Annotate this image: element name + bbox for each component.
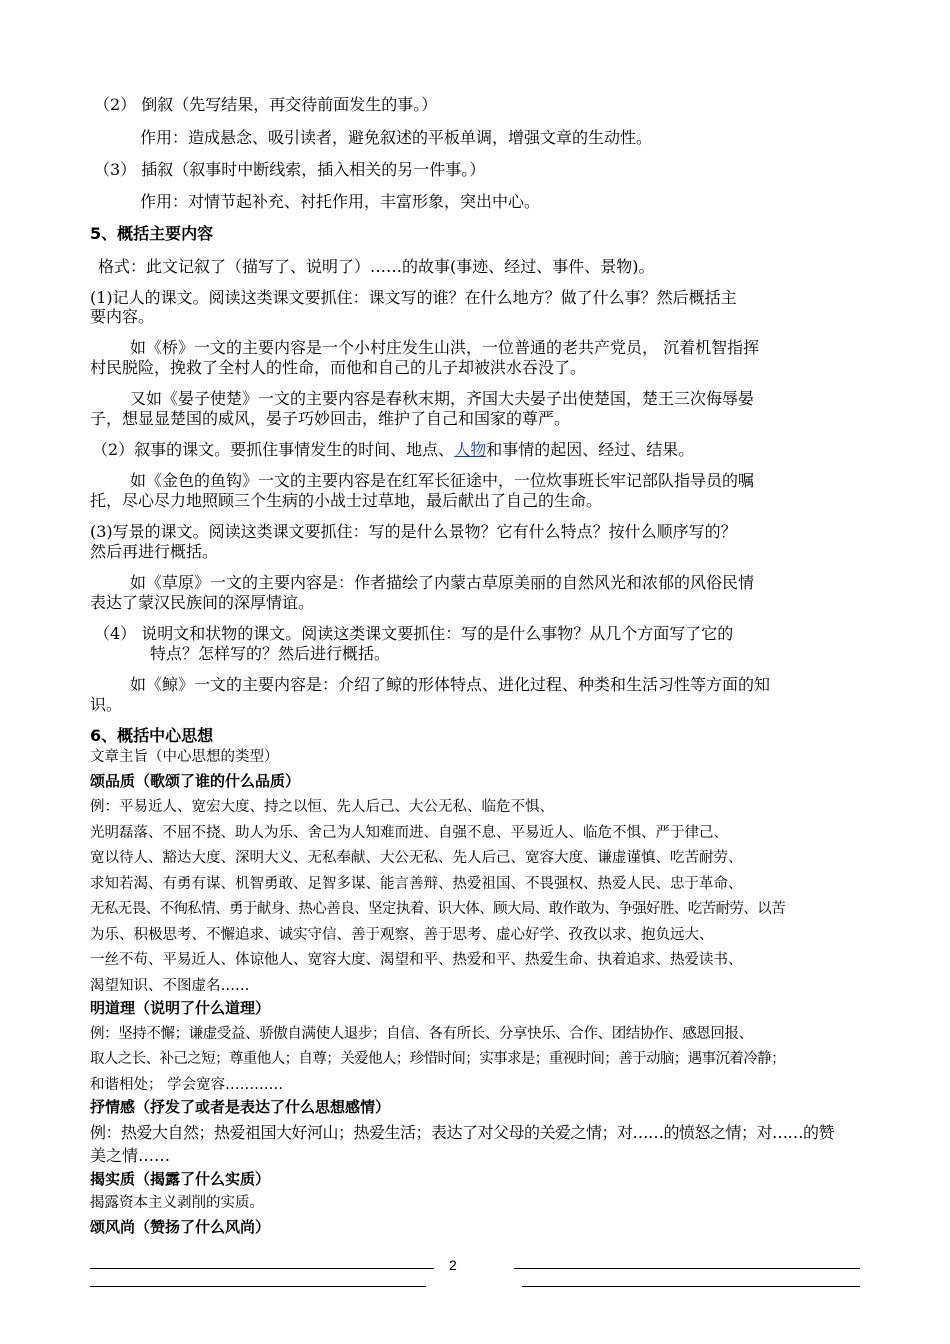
example-yanzi-line1: 又如《晏子使楚》一文的主要内容是春秋末期，齐国大夫晏子出使楚国，楚王三次侮辱晏 (130, 389, 755, 408)
feeling-list-line1: 例：热爱大自然；热爱祖国大好河山；热爱生活；表达了对父母的关爱之情；对……的愤怒之情；对……的赞 (90, 1123, 835, 1142)
quality-list-line5: 无私无畏、不徇私情、勇于献身、热心善良、坚定执着、识大体、顾大局、敢作敢为、争强好胜、吃苦耐劳、以苦 (90, 901, 785, 917)
truth-list-line3: 和谐相处； 学会宽容………… (90, 1077, 284, 1093)
section-5-title: 5、概括主要内容 (90, 224, 214, 243)
people-link[interactable]: 人物 (454, 440, 487, 459)
scenery-text-rule-line2: 然后再进行概括。 (90, 542, 219, 561)
theme-types-subtitle: 文章主旨（中心思想的类型） (90, 749, 279, 765)
page-number: 2 (449, 1257, 457, 1273)
scenery-text-rule-line1: (3)写景的课文。阅读这类课文要抓住：写的是什么景物？它有什么特点？按什么顺序写的？ (90, 522, 737, 541)
quality-list-line8: 渴望知识、不图虚名…… (90, 978, 250, 994)
footer-rule-left-bottom (90, 1286, 426, 1287)
example-whale-line1: 如《鲸》一文的主要内容是：介绍了鲸的形体特点、进化过程、种类和生活习性等方面的知 (130, 675, 771, 694)
praise-custom-heading: 颂风尚（赞扬了什么风尚） (90, 1218, 271, 1236)
reveal-essence-heading: 揭实质（揭露了什么实质） (90, 1170, 271, 1188)
quality-list-line1: 例：平易近人、宽宏大度、持之以恒、先人后己、大公无私、临危不惧、 (90, 799, 554, 815)
example-fishhook-line1: 如《金色的鱼钩》一文的主要内容是在红军长征途中，一位炊事班长牢记部队指导员的嘱 (130, 471, 755, 490)
quality-list-line3: 宽以待人、豁达大度、深明大义、无私奉献、大公无私、先人后己、宽容大度、谦虚谨慎、吃苦耐劳、 (90, 850, 743, 866)
example-whale-line2: 识。 (90, 695, 123, 714)
express-feeling-heading: 抒情感（抒发了或者是表达了什么思想感情） (90, 1098, 391, 1116)
example-grassland-line1: 如《草原》一文的主要内容是：作者描绘了内蒙古草原美丽的自然风光和浓郁的风俗民情 (130, 573, 755, 592)
expository-text-rule-line2: 特点？怎样写的？然后进行概括。 (150, 644, 391, 663)
essence-example: 揭露资本主义剥削的实质。 (90, 1195, 264, 1211)
quality-list-line2: 光明磊落、不屈不挠、助人为乐、舍己为人知难而进、自强不息、平易近人、临危不惧、严于律己、 (90, 825, 728, 841)
example-bridge-line1: 如《桥》一文的主要内容是一个小村庄发生山洪，一位普通的老共产党员， 沉着机智指挥 (130, 338, 760, 357)
footer-rule-right-top (514, 1268, 860, 1269)
person-text-rule-line2: 要内容。 (90, 307, 155, 326)
section-6-title: 6、概括中心思想 (90, 726, 214, 745)
quality-list-line7: 一丝不苟、平易近人、体谅他人、宽容大度、渴望和平、热爱和平、热爱生命、执着追求、热爱读书、 (90, 952, 743, 968)
person-text-rule-line1: (1)记人的课文。阅读这类课文要抓住：课文写的谁？在什么地方？做了什么事？然后概括主 (90, 288, 737, 307)
flashback-heading: （2） 倒叙（先写结果，再交待前面发生的事。） (94, 95, 438, 114)
example-fishhook-line2: 托，尽心尽力地照顾三个生病的小战士过草地，最后献出了自己的生命。 (90, 491, 603, 510)
footer-rule-left-top (90, 1268, 434, 1269)
example-grassland-line2: 表达了蒙汉民族间的深厚情谊。 (90, 593, 315, 612)
quality-list-line6: 为乐、积极思考、不懈追求、诚实守信、善于观察、善于思考、虚心好学、孜孜以求、抱负远大、 (90, 927, 714, 943)
interjection-effect: 作用：对情节起补充、衬托作用，丰富形象，突出中心。 (140, 192, 541, 211)
flashback-effect: 作用：造成悬念、吸引读者，避免叙述的平板单调，增强文章的生动性。 (140, 128, 653, 147)
expository-text-rule-line1: （4） 说明文和状物的课文。阅读这类课文要抓住：写的是什么事物？从几个方面写了它的 (94, 624, 734, 643)
footer-rule-right-bottom (522, 1286, 860, 1287)
praise-quality-heading: 颂品质（歌颂了谁的什么品质） (90, 772, 301, 790)
interjection-heading: （3） 插叙（叙事时中断线索，插入相关的另一件事。） (94, 160, 486, 179)
feeling-list-line2: 美之情…… (90, 1146, 171, 1165)
truth-list-line1: 例：坚持不懈；谦虚受益、骄傲自满使人退步；自信、各有所长、分享快乐、合作、团结协作、感恩回报、 (90, 1026, 753, 1042)
truth-list-line2: 取人之长、补己之短；尊重他人；自尊；关爱他人；珍惜时间；实事求是；重视时间；善于动脑；遇事沉着冷静； (90, 1051, 785, 1067)
summary-format: 格式：此文记叙了（描写了、说明了）……的故事(事迹、经过、事件、景物)。 (98, 257, 655, 276)
example-yanzi-line2: 子，想显显楚国的威风，晏子巧妙回击，维护了自己和国家的尊严。 (90, 409, 571, 428)
example-bridge-line2: 村民脱险，挽救了全村人的性命，而他和自己的儿子却被洪水吞没了。 (90, 358, 587, 377)
quality-list-line4: 求知若渴、有勇有谋、机智勇敢、足智多谋、能言善辩、热爱祖国、不畏强权、热爱人民、忠于革命、 (90, 876, 743, 892)
narrative-text-rule: （2）叙事的课文。要抓住事情发生的时间、地点、人物和事情的起因、经过、结果。 (92, 440, 695, 459)
explain-truth-heading: 明道理（说明了什么道理） (90, 999, 271, 1017)
